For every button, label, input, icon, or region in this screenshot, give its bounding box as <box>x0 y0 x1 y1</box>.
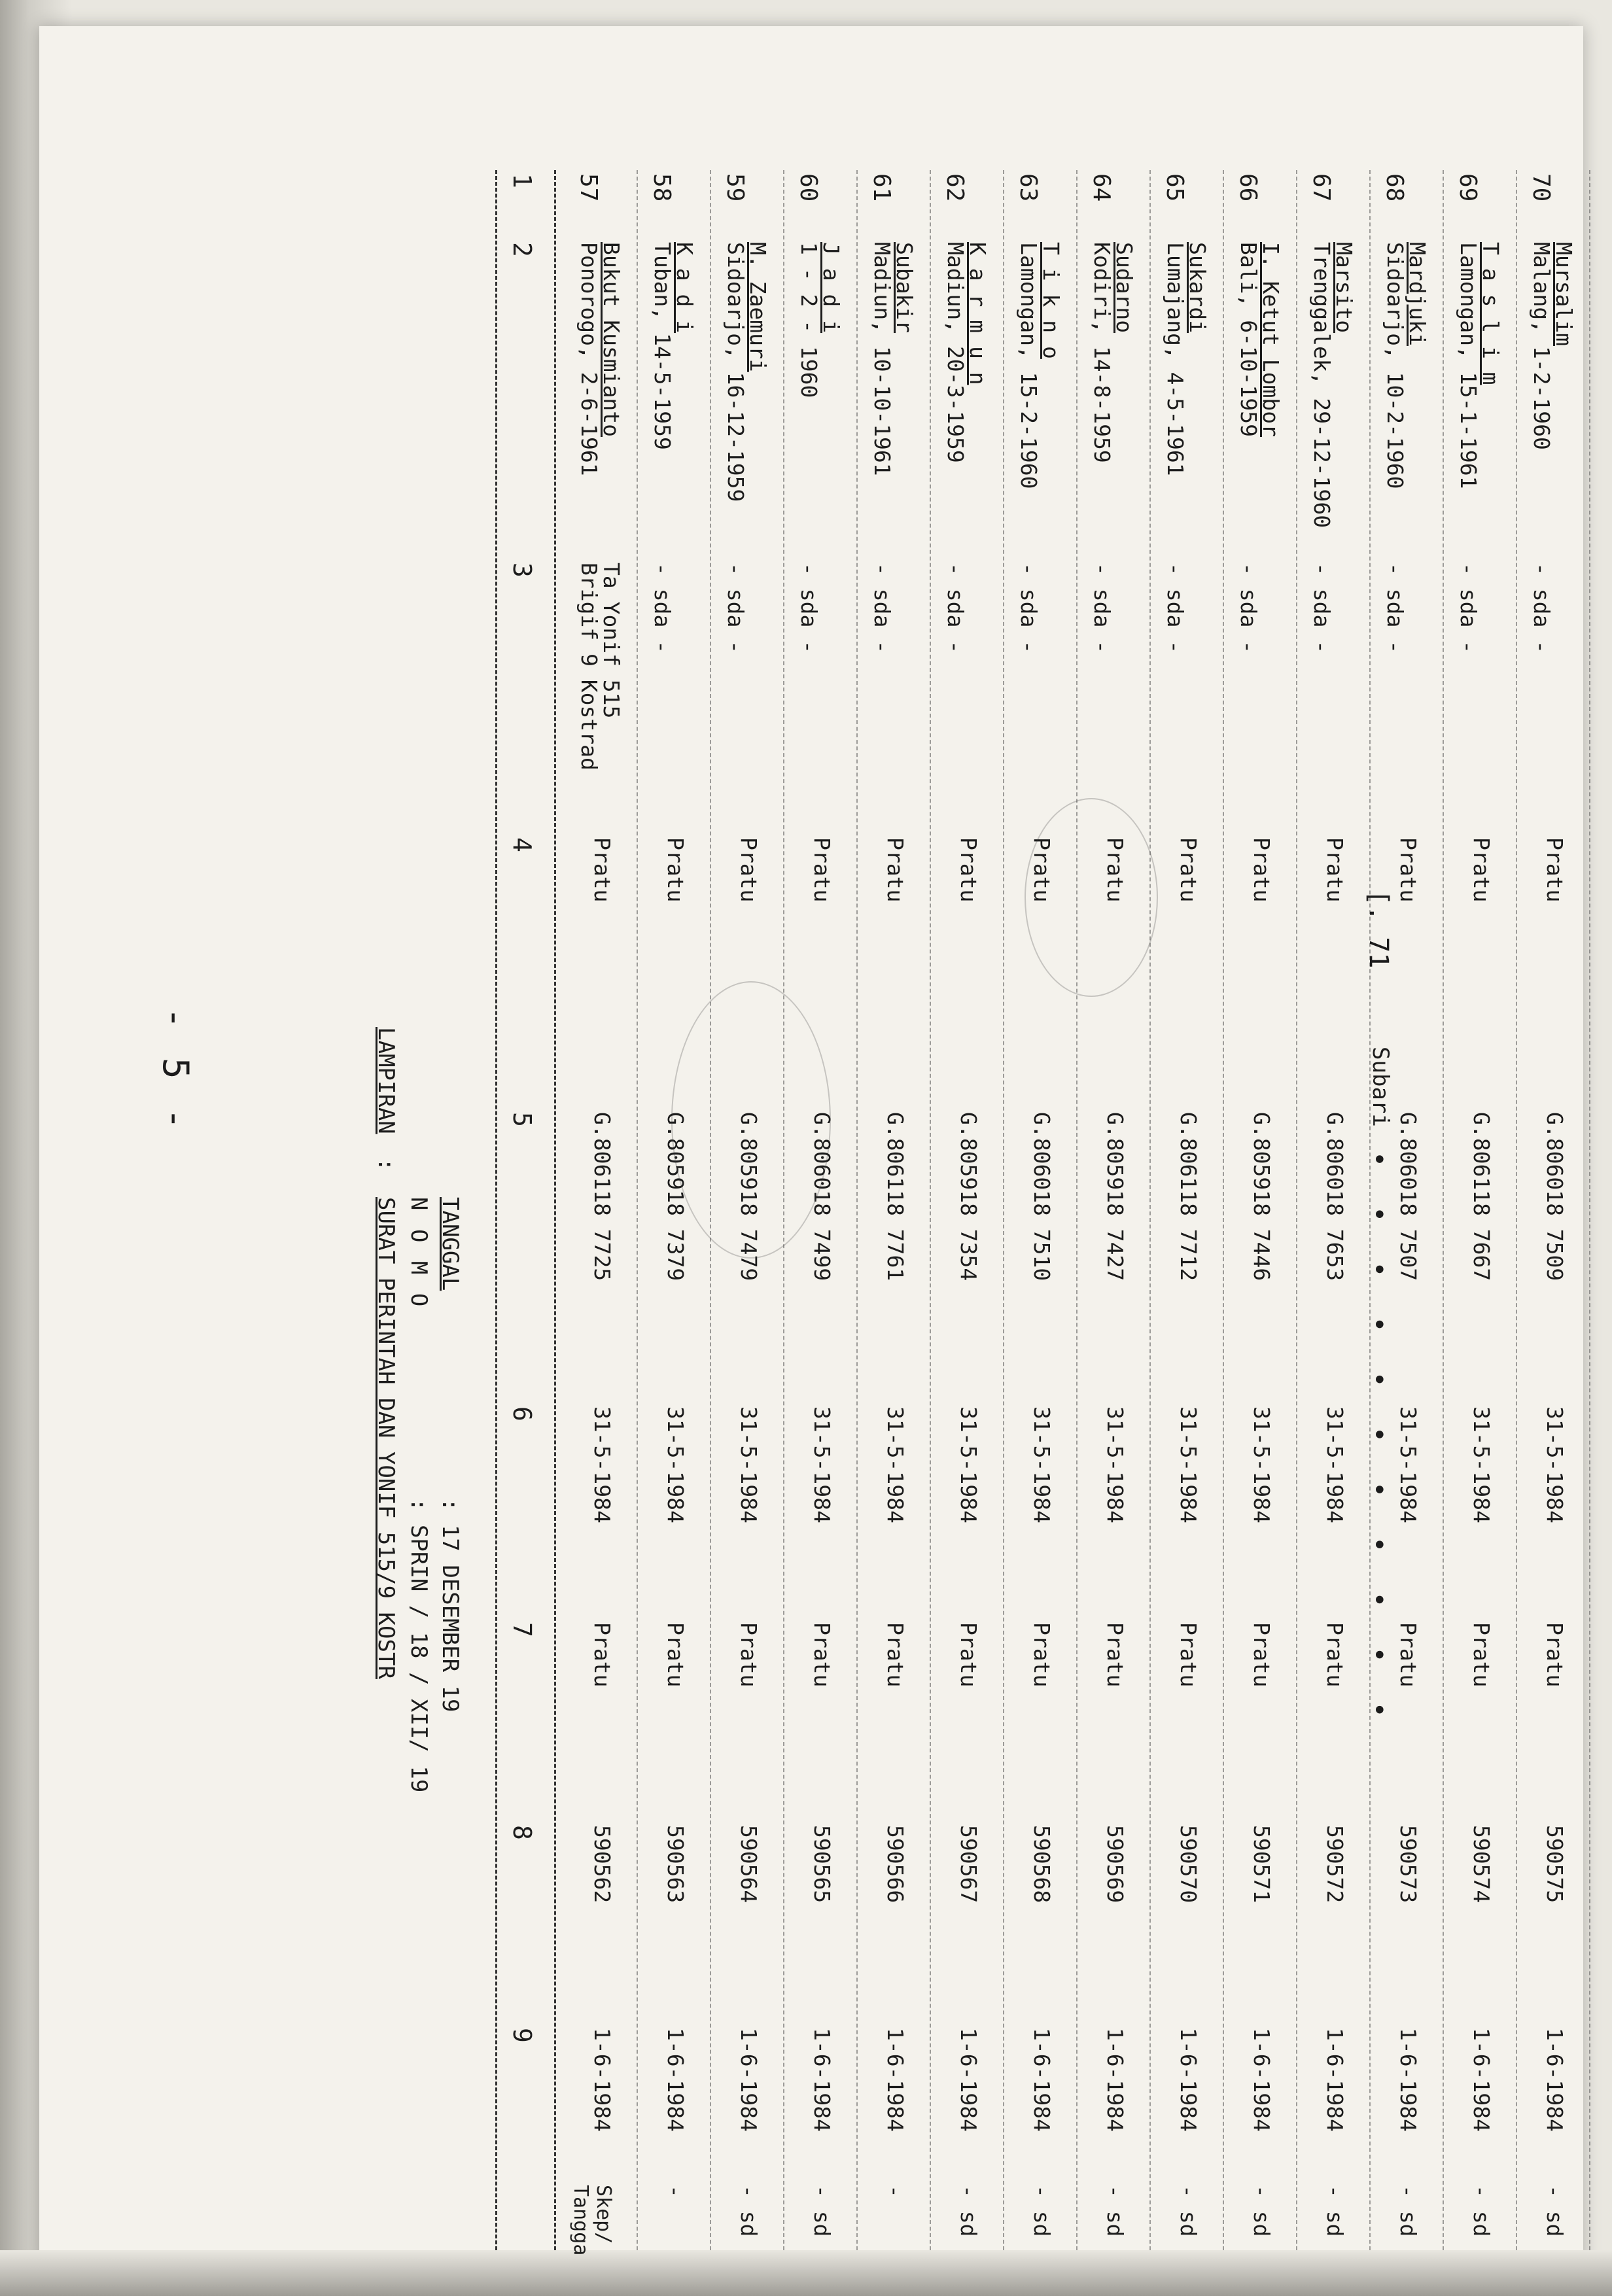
unit: - sda - <box>869 563 895 654</box>
start-date: 1-6-1984 <box>663 2028 688 2132</box>
start-date: 1-6-1984 <box>956 2028 981 2132</box>
reg-number: 590563 <box>663 1825 688 1904</box>
row-divider <box>1223 170 1224 2250</box>
birth-place-date: Malang, 1-2-1960 <box>1529 242 1554 450</box>
personnel-name: Sudarno <box>1112 242 1137 334</box>
effective-date: 31-5-1984 <box>1542 1406 1568 1523</box>
row-divider <box>1443 170 1444 2250</box>
new-rank: Pratu <box>1542 1622 1568 1688</box>
reg-number: 590562 <box>589 1825 615 1904</box>
footer-dots: • • • • • • • • • • • <box>1363 1151 1393 1730</box>
unit: - sda - <box>1163 563 1188 654</box>
remark: - sd <box>1469 2185 1494 2237</box>
reg-number: 590566 <box>883 1825 908 1904</box>
nrp-number: G.805918 7479 <box>736 1112 762 1281</box>
row-divider <box>1076 170 1078 2250</box>
remark: - sd <box>1249 2185 1274 2237</box>
start-date: 1-6-1984 <box>1249 2028 1274 2132</box>
unit: - sda - <box>1089 563 1115 654</box>
surat-title: SURAT PERINTAH DAN YONIF 515/9 KOSTR <box>373 1197 399 1679</box>
personnel-name: Mardjuki <box>1405 242 1430 346</box>
reg-number: 590575 <box>1542 1825 1568 1904</box>
remark: - <box>883 2185 908 2198</box>
row-divider <box>1149 170 1151 2250</box>
birth-place-date: Sidoarjo, 10-2-1960 <box>1382 242 1408 489</box>
nrp-number: G.806018 7510 <box>1029 1112 1055 1281</box>
effective-date: 31-5-1984 <box>1395 1406 1421 1523</box>
footer-name: Subari <box>1367 1047 1393 1127</box>
effective-date: 31-5-1984 <box>1249 1406 1274 1523</box>
column-header: 3 <box>508 563 536 578</box>
remark: - sd <box>1322 2185 1348 2237</box>
row-number: 64 <box>1088 173 1115 202</box>
birth-place-date: 1 - 2 - 1960 <box>796 242 822 398</box>
remark: - sd <box>1176 2185 1201 2237</box>
start-date: 1-6-1984 <box>589 2028 615 2132</box>
unit: - sda - <box>796 563 822 654</box>
nrp-number: G.806018 7507 <box>1395 1112 1421 1281</box>
new-rank: Pratu <box>1469 1622 1494 1688</box>
effective-date: 31-5-1984 <box>589 1406 615 1523</box>
column-header: 6 <box>508 1406 536 1421</box>
row-divider <box>1003 170 1004 2250</box>
new-rank: Pratu <box>883 1622 908 1688</box>
page-number: - 5 - <box>155 1007 196 1134</box>
personnel-name: Bukut Kusmianto <box>599 242 624 438</box>
remark: - sd <box>956 2185 981 2237</box>
effective-date: 31-5-1984 <box>1102 1406 1128 1523</box>
table-header-rule <box>495 170 497 2250</box>
personnel-name: J a d i <box>818 242 844 334</box>
reg-number: 590574 <box>1469 1825 1494 1904</box>
unit: - sda - <box>1016 563 1042 654</box>
birth-place-date: Madiun, 20-3-1959 <box>943 242 968 463</box>
unit: - sda - <box>1529 563 1554 654</box>
effective-date: 31-5-1984 <box>736 1406 762 1523</box>
row-divider <box>930 170 931 2250</box>
personnel-name: T i k n o <box>1038 242 1064 359</box>
new-rank: Pratu <box>736 1622 762 1688</box>
birth-place-date: Sidoarjo, 16-12-1959 <box>723 242 748 502</box>
rank: Pratu <box>589 837 615 903</box>
rank: Pratu <box>956 837 981 903</box>
reg-number: 590568 <box>1029 1825 1055 1904</box>
effective-date: 31-5-1984 <box>1322 1406 1348 1523</box>
reg-number: 590569 <box>1102 1825 1128 1904</box>
unit-detail: Brigif 9 Kostrad <box>576 563 602 771</box>
effective-date: 31-5-1984 <box>663 1406 688 1523</box>
row-divider <box>1589 170 1590 2250</box>
start-date: 1-6-1984 <box>1542 2028 1568 2132</box>
birth-place-date: Trenggalek, 29-12-1960 <box>1309 242 1335 529</box>
rank: Pratu <box>1395 837 1421 903</box>
rank: Pratu <box>1102 837 1128 903</box>
row-number: 63 <box>1015 173 1042 202</box>
row-number: 61 <box>868 173 895 202</box>
reg-number: 590570 <box>1176 1825 1201 1904</box>
paper-stain <box>671 981 831 1259</box>
effective-date: 31-5-1984 <box>1176 1406 1201 1523</box>
reg-number: 590567 <box>956 1825 981 1904</box>
row-divider <box>1296 170 1297 2250</box>
row-number: 68 <box>1381 173 1408 202</box>
rank: Pratu <box>736 837 762 903</box>
new-rank: Pratu <box>663 1622 688 1688</box>
effective-date: 31-5-1984 <box>1469 1406 1494 1523</box>
rank: Pratu <box>663 837 688 903</box>
new-rank: Pratu <box>809 1622 835 1688</box>
unit: - sda - <box>943 563 968 654</box>
rank: Pratu <box>1542 837 1568 903</box>
column-header: 7 <box>508 1622 536 1637</box>
column-header: 5 <box>508 1112 536 1127</box>
rank: Pratu <box>1322 837 1348 903</box>
row-number: 60 <box>795 173 822 202</box>
new-rank: Pratu <box>956 1622 981 1688</box>
new-rank: Pratu <box>1176 1622 1201 1688</box>
row-number: 69 <box>1454 173 1481 202</box>
reg-number: 590571 <box>1249 1825 1274 1904</box>
start-date: 1-6-1984 <box>809 2028 835 2132</box>
row-divider <box>1516 170 1517 2250</box>
rank: Pratu <box>883 837 908 903</box>
start-date: 1-6-1984 <box>1029 2028 1055 2132</box>
start-date: 1-6-1984 <box>1102 2028 1128 2132</box>
row-number: 57 <box>575 173 602 202</box>
nrp-number: G.806118 7667 <box>1469 1112 1494 1281</box>
nrp-number: G.805918 7354 <box>956 1112 981 1281</box>
row-number: 70 <box>1528 173 1554 202</box>
birth-place-date: Madiun, 10-10-1961 <box>869 242 895 476</box>
new-rank: Pratu <box>589 1622 615 1688</box>
row-number: 58 <box>648 173 675 202</box>
tanggal-value: : 17 DESEMBER 19 <box>437 1498 463 1713</box>
reg-number: 590565 <box>809 1825 835 1904</box>
unit: Ta Yonif 515 <box>599 563 624 719</box>
unit: - sda - <box>1236 563 1261 654</box>
row-divider <box>856 170 858 2250</box>
nrp-number: G.806118 7725 <box>589 1112 615 1281</box>
remark: - sd <box>1029 2185 1055 2237</box>
effective-date: 31-5-1984 <box>809 1406 835 1523</box>
lampiran-separator: : <box>373 1158 399 1172</box>
birth-place-date: Lumajang, 4-5-1961 <box>1163 242 1188 476</box>
nrp-number: G.806118 7712 <box>1176 1112 1201 1281</box>
rank: Pratu <box>809 837 835 903</box>
unit: - sda - <box>1456 563 1481 654</box>
unit: - sda - <box>1382 563 1408 654</box>
nrp-number: G.805918 7446 <box>1249 1112 1274 1281</box>
birth-place-date: Tuban, 14-5-1959 <box>650 242 675 450</box>
unit: - sda - <box>723 563 748 654</box>
personnel-name: K a d i <box>672 242 697 334</box>
remark: - sd <box>809 2185 835 2237</box>
start-date: 1-6-1984 <box>883 2028 908 2132</box>
personnel-name: Mursalim <box>1551 242 1577 346</box>
row-divider <box>637 170 638 2250</box>
reg-number: 590572 <box>1322 1825 1348 1904</box>
start-date: 1-6-1984 <box>1322 2028 1348 2132</box>
birth-place-date: Lamongan, 15-1-1961 <box>1456 242 1481 489</box>
personnel-name: Subakir <box>892 242 917 334</box>
personnel-name: K a r m u n <box>965 242 990 385</box>
remark: - <box>663 2185 688 2198</box>
remark: - sd <box>1395 2185 1421 2237</box>
nrp-number: G.806118 7761 <box>883 1112 908 1281</box>
birth-place-date: Lamongan, 15-2-1960 <box>1016 242 1042 489</box>
effective-date: 31-5-1984 <box>1029 1406 1055 1523</box>
column-header: 4 <box>508 837 536 852</box>
reg-number: 590564 <box>736 1825 762 1904</box>
unit: - sda - <box>650 563 675 654</box>
effective-date: 31-5-1984 <box>883 1406 908 1523</box>
column-header: 2 <box>508 242 536 257</box>
column-header: 9 <box>508 2028 536 2043</box>
remark: - sd <box>736 2185 762 2237</box>
rank: Pratu <box>1469 837 1494 903</box>
row-number: 65 <box>1161 173 1188 202</box>
tanggal-label: TANGGAL <box>437 1197 463 1291</box>
footer-mark: [. 71 <box>1363 890 1393 969</box>
birth-place-date: Kodiri, 14-8-1959 <box>1089 242 1115 463</box>
personnel-name: T a s l i m <box>1478 242 1503 385</box>
effective-date: 31-5-1984 <box>956 1406 981 1523</box>
new-rank: Pratu <box>1102 1622 1128 1688</box>
birth-place-date: Bali, 6-10-1959 <box>1236 242 1261 438</box>
nrp-number: G.806018 7653 <box>1322 1112 1348 1281</box>
new-rank: Pratu <box>1249 1622 1274 1688</box>
nrp-number: G.806018 7509 <box>1542 1112 1568 1281</box>
nomor-value: : SPRIN / 18 / XII/ 19 <box>406 1498 432 1793</box>
personnel-name: Sukardi <box>1185 242 1210 334</box>
personnel-name: M. Zaemuri <box>745 242 771 372</box>
nrp-number: G.806018 7499 <box>809 1112 835 1281</box>
unit: - sda - <box>1309 563 1335 654</box>
remark: - sd <box>1542 2185 1568 2237</box>
personnel-name: I. Ketut Lombor <box>1258 242 1284 438</box>
row-number: 66 <box>1235 173 1261 202</box>
rank: Pratu <box>1249 837 1274 903</box>
column-header: 1 <box>508 173 536 188</box>
start-date: 1-6-1984 <box>1176 2028 1201 2132</box>
new-rank: Pratu <box>1322 1622 1348 1688</box>
rank: Pratu <box>1029 837 1055 903</box>
start-date: 1-6-1984 <box>736 2028 762 2132</box>
table-top-rule <box>554 170 556 2250</box>
start-date: 1-6-1984 <box>1395 2028 1421 2132</box>
row-number: 62 <box>941 173 968 202</box>
new-rank: Pratu <box>1395 1622 1421 1688</box>
row-number: 59 <box>722 173 748 202</box>
remark: - sd <box>1102 2185 1128 2237</box>
paper-stain <box>1025 798 1158 997</box>
lampiran-label: LAMPIRAN <box>373 1027 399 1134</box>
nomor-label: N O M O <box>406 1197 432 1310</box>
new-rank: Pratu <box>1029 1622 1055 1688</box>
column-header: 8 <box>508 1825 536 1840</box>
start-date: 1-6-1984 <box>1469 2028 1494 2132</box>
row-number: 67 <box>1308 173 1335 202</box>
nrp-number: G.805918 7427 <box>1102 1112 1128 1281</box>
nrp-number: G.805918 7379 <box>663 1112 688 1281</box>
column-header: Skep/ Tangga <box>569 2185 615 2256</box>
reg-number: 590573 <box>1395 1825 1421 1904</box>
rank: Pratu <box>1176 837 1201 903</box>
personnel-name: Marsito <box>1331 242 1357 334</box>
rotated-document <box>39 26 1583 2263</box>
birth-place-date: Ponorogo, 2-6-1961 <box>576 242 602 476</box>
